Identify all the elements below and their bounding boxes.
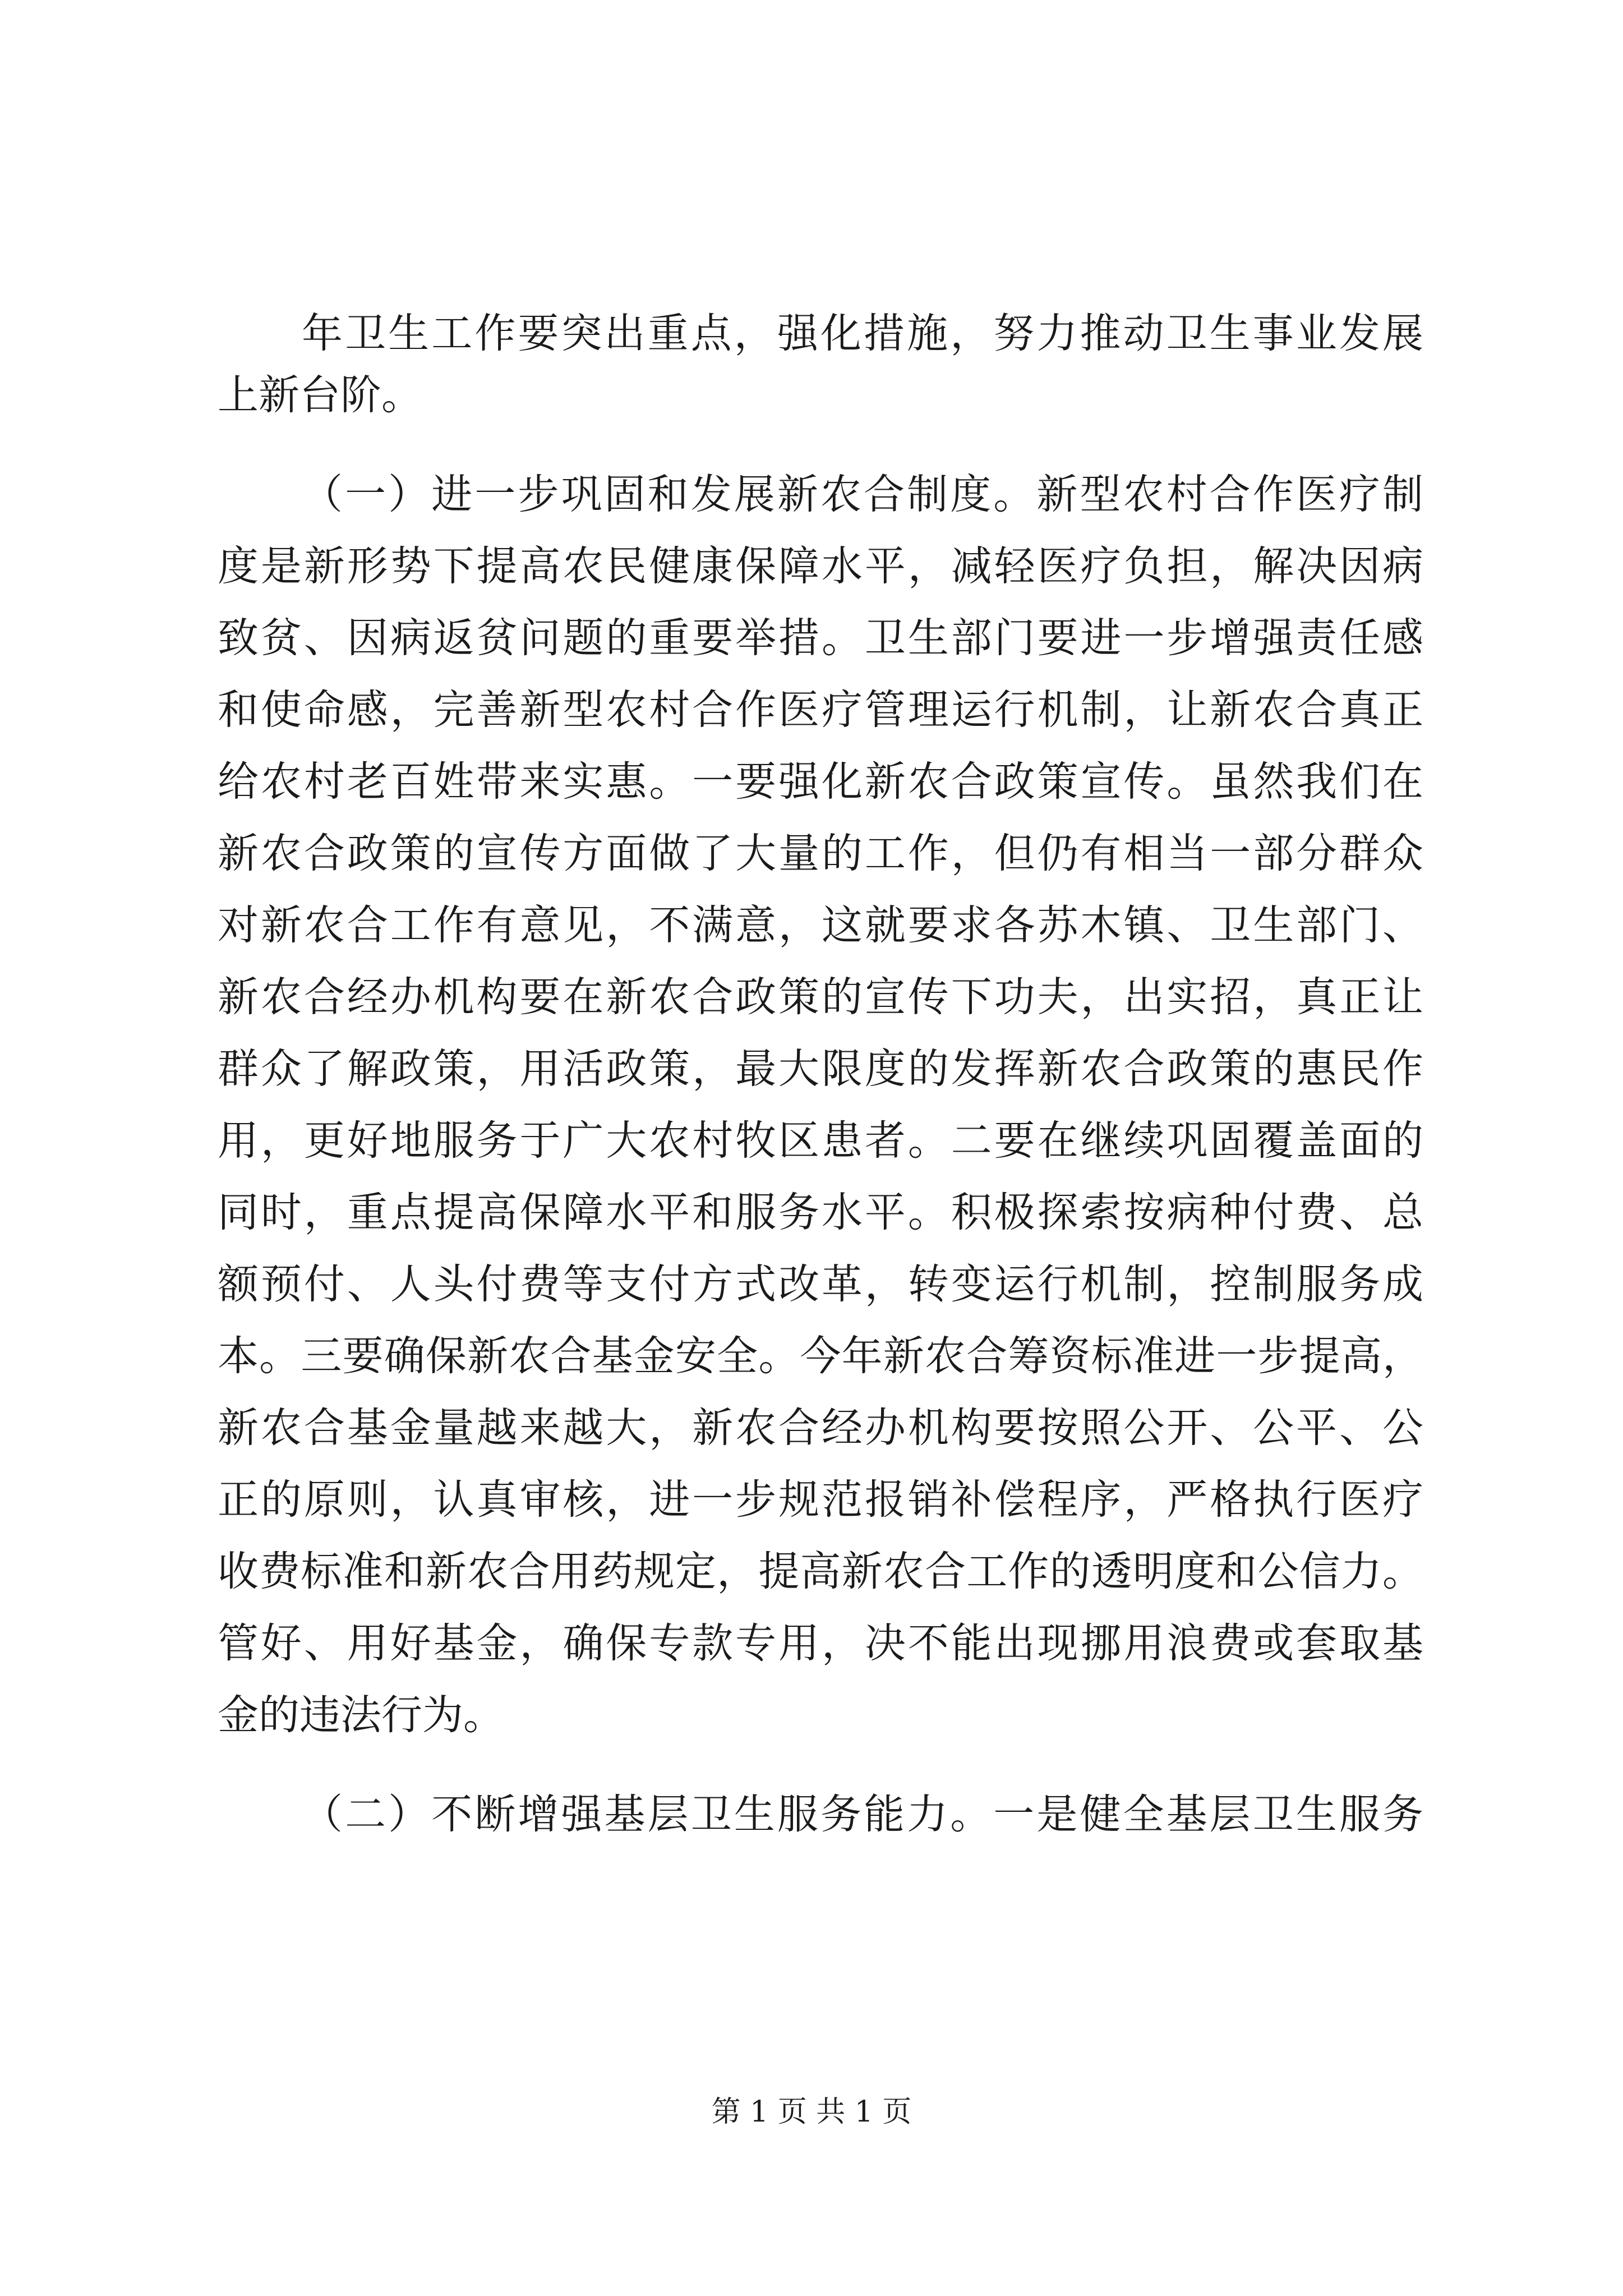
paragraph-2-line-1: （一）进一步巩固和发展新农合制度。新型农村合作医疗制 — [302, 471, 1423, 518]
paragraph-2-line-4: 和使命感，完善新型农村合作医疗管理运行机制，让新农合真正 — [218, 686, 1423, 734]
paragraph-2-line-13: 本。三要确保新农合基金安全。今年新农合筹资标准进一步提高， — [218, 1332, 1423, 1380]
paragraph-2-line-15: 正的原则，认真审核，进一步规范报销补偿程序，严格执行医疗 — [218, 1476, 1423, 1524]
paragraph-3-line-1: （二）不断增强基层卫生服务能力。一是健全基层卫生服务 — [302, 1791, 1423, 1838]
paragraph-2-line-8: 新农合经办机构要在新农合政策的宣传下功夫，出实招，真正让 — [218, 973, 1423, 1021]
paragraph-2-line-11: 同时，重点提高保障水平和服务水平。积极探索按病种付费、总 — [218, 1189, 1423, 1236]
paragraph-2-line-6: 新农合政策的宣传方面做了大量的工作，但仍有相当一部分群众 — [218, 830, 1423, 877]
paragraph-2-line-7: 对新农合工作有意见，不满意，这就要求各苏木镇、卫生部门、 — [218, 901, 1423, 949]
page-footer: 第 1 页 共 1 页 — [711, 2095, 912, 2129]
paragraph-2-line-16: 收费标准和新农合用药规定，提高新农合工作的透明度和公信力。 — [218, 1548, 1423, 1595]
paragraph-2-line-9: 群众了解政策，用活政策，最大限度的发挥新农合政策的惠民作 — [218, 1045, 1423, 1093]
paragraph-1-line-2: 上新台阶。 — [218, 371, 422, 419]
paragraph-2-line-18: 金的违法行为。 — [218, 1691, 504, 1739]
paragraph-2-line-14: 新农合基金量越来越大，新农合经办机构要按照公开、公平、公 — [218, 1404, 1423, 1452]
paragraph-2-line-2: 度是新形势下提高农民健康保障水平，减轻医疗负担，解决因病 — [218, 542, 1423, 590]
paragraph-2-line-5: 给农村老百姓带来实惠。一要强化新农合政策宣传。虽然我们在 — [218, 758, 1423, 806]
paragraph-1-line-1: 年卫生工作要突出重点，强化措施，努力推动卫生事业发展 — [302, 310, 1423, 357]
paragraph-2-line-17: 管好、用好基金，确保专款专用，决不能出现挪用浪费或套取基 — [218, 1619, 1423, 1667]
paragraph-2-line-10: 用，更好地服务于广大农村牧区患者。二要在继续巩固覆盖面的 — [218, 1117, 1423, 1165]
paragraph-2-line-3: 致贫、因病返贫问题的重要举措。卫生部门要进一步增强责任感 — [218, 614, 1423, 662]
paragraph-2-line-12: 额预付、人头付费等支付方式改革，转变运行机制，控制服务成 — [218, 1260, 1423, 1308]
